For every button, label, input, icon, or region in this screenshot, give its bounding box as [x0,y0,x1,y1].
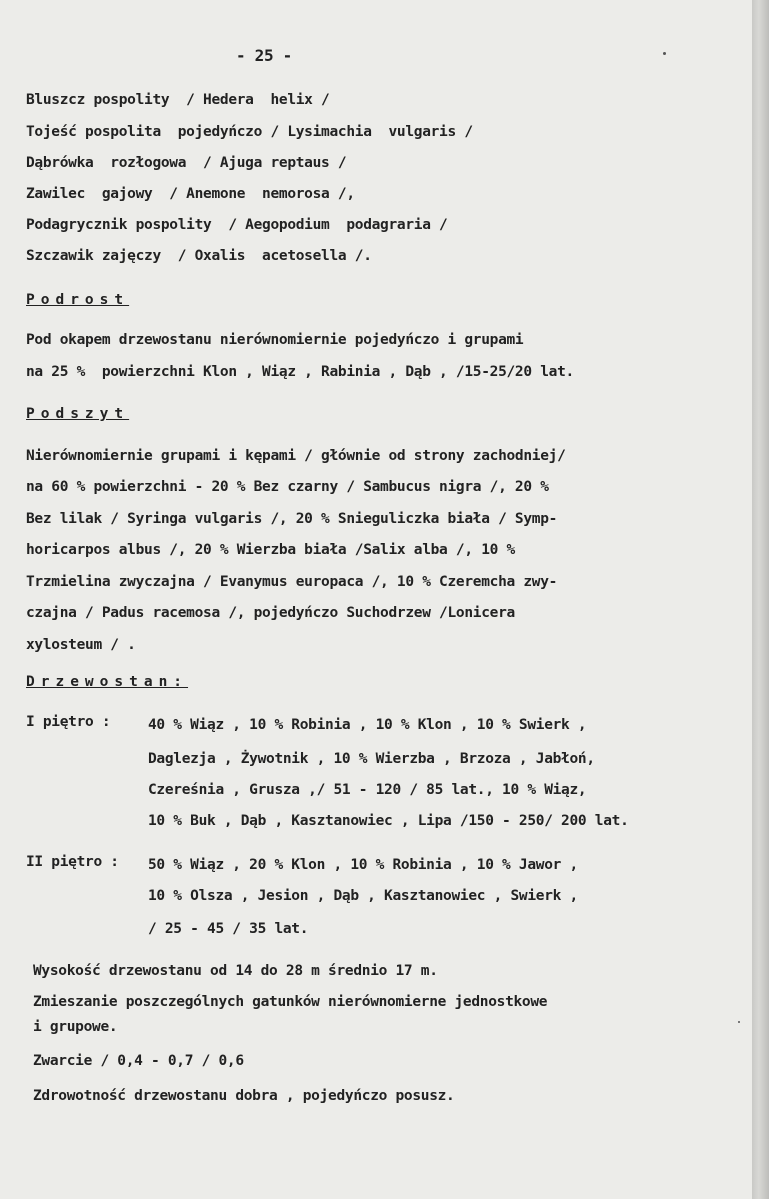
podrost-heading: Podrost [26,292,130,308]
scan-speck [663,52,666,55]
summary-line: Zwarcie / 0,4 - 0,7 / 0,6 [33,1053,244,1069]
drzewostan-heading: Drzewostan: [26,674,189,690]
species-line: Szczawik zajęczy / Oxalis acetosella /. [26,248,372,264]
floor2-line: 50 % Wiąz , 20 % Klon , 10 % Robinia , 10 % Jawor , [148,857,578,873]
page-number: - 25 - [236,46,292,65]
summary-line: Wysokość drzewostanu od 14 do 28 m średnio 17 m. [33,963,438,979]
floor2-line: / 25 - 45 / 35 lat. [148,921,309,937]
species-line: Dąbrówka rozłogowa / Ajuga reptaus / [26,155,347,171]
floor1-line: 40 % Wiąz , 10 % Robinia , 10 % Klon , 10 % Swierk , [148,717,587,733]
species-line: Zawilec gajowy / Anemone nemorosa /, [26,186,355,202]
scan-speck [738,1021,740,1023]
species-line: Podagrycznik pospolity / Aegopodium podagraria / [26,217,448,233]
podszyt-line: Nierównomiernie grupami i kępami / głównie od strony zachodniej/ [26,448,566,464]
podszyt-line: Bez lilak / Syringa vulgaris /, 20 % Snieguliczka biała / Symp- [26,511,558,527]
summary-line: Zdrowotność drzewostanu dobra , pojedyńczo posusz. [33,1088,455,1104]
page-binding-edge [752,0,769,1199]
podszyt-line: czajna / Padus racemosa /, pojedyńczo Suchodrzew /Lonicera [26,605,515,621]
floor1-label: I piętro : [26,714,111,730]
podszyt-line: Trzmielina zwyczajna / Evanymus europaca /, 10 % Czeremcha zwy- [26,574,558,590]
species-line: Tojeść pospolita pojedyńczo / Lysimachia vulgaris / [26,124,473,140]
floor2-line: 10 % Olsza , Jesion , Dąb , Kasztanowiec , Swierk , [148,888,578,904]
floor1-line: 10 % Buk , Dąb , Kasztanowiec , Lipa /150 - 250/ 200 lat. [148,813,629,829]
podszyt-line: xylosteum / . [26,637,136,653]
floor1-line: Daglezja , Żywotnik , 10 % Wierzba , Brzoza , Jabłoń, [148,751,595,767]
podrost-line: Pod okapem drzewostanu nierównomiernie pojedyńczo i grupami [26,332,524,348]
summary-line: Zmieszanie poszczególnych gatunków nierównomierne jednostkowe [33,994,548,1010]
floor1-line: Czereśnia , Grusza ,/ 51 - 120 / 85 lat., 10 % Wiąz, [148,782,587,798]
podszyt-line: na 60 % powierzchni - 20 % Bez czarny / Sambucus nigra /, 20 % [26,479,549,495]
floor2-label: II piętro : [26,854,119,870]
species-line: Bluszcz pospolity / Hedera helix / [26,92,330,108]
summary-line: i grupowe. [33,1019,118,1035]
podszyt-heading: Podszyt [26,406,130,422]
podrost-line: na 25 % powierzchni Klon , Wiąz , Rabinia , Dąb , /15-25/20 lat. [26,364,574,380]
podszyt-line: horicarpos albus /, 20 % Wierzba biała /Salix alba /, 10 % [26,542,515,558]
